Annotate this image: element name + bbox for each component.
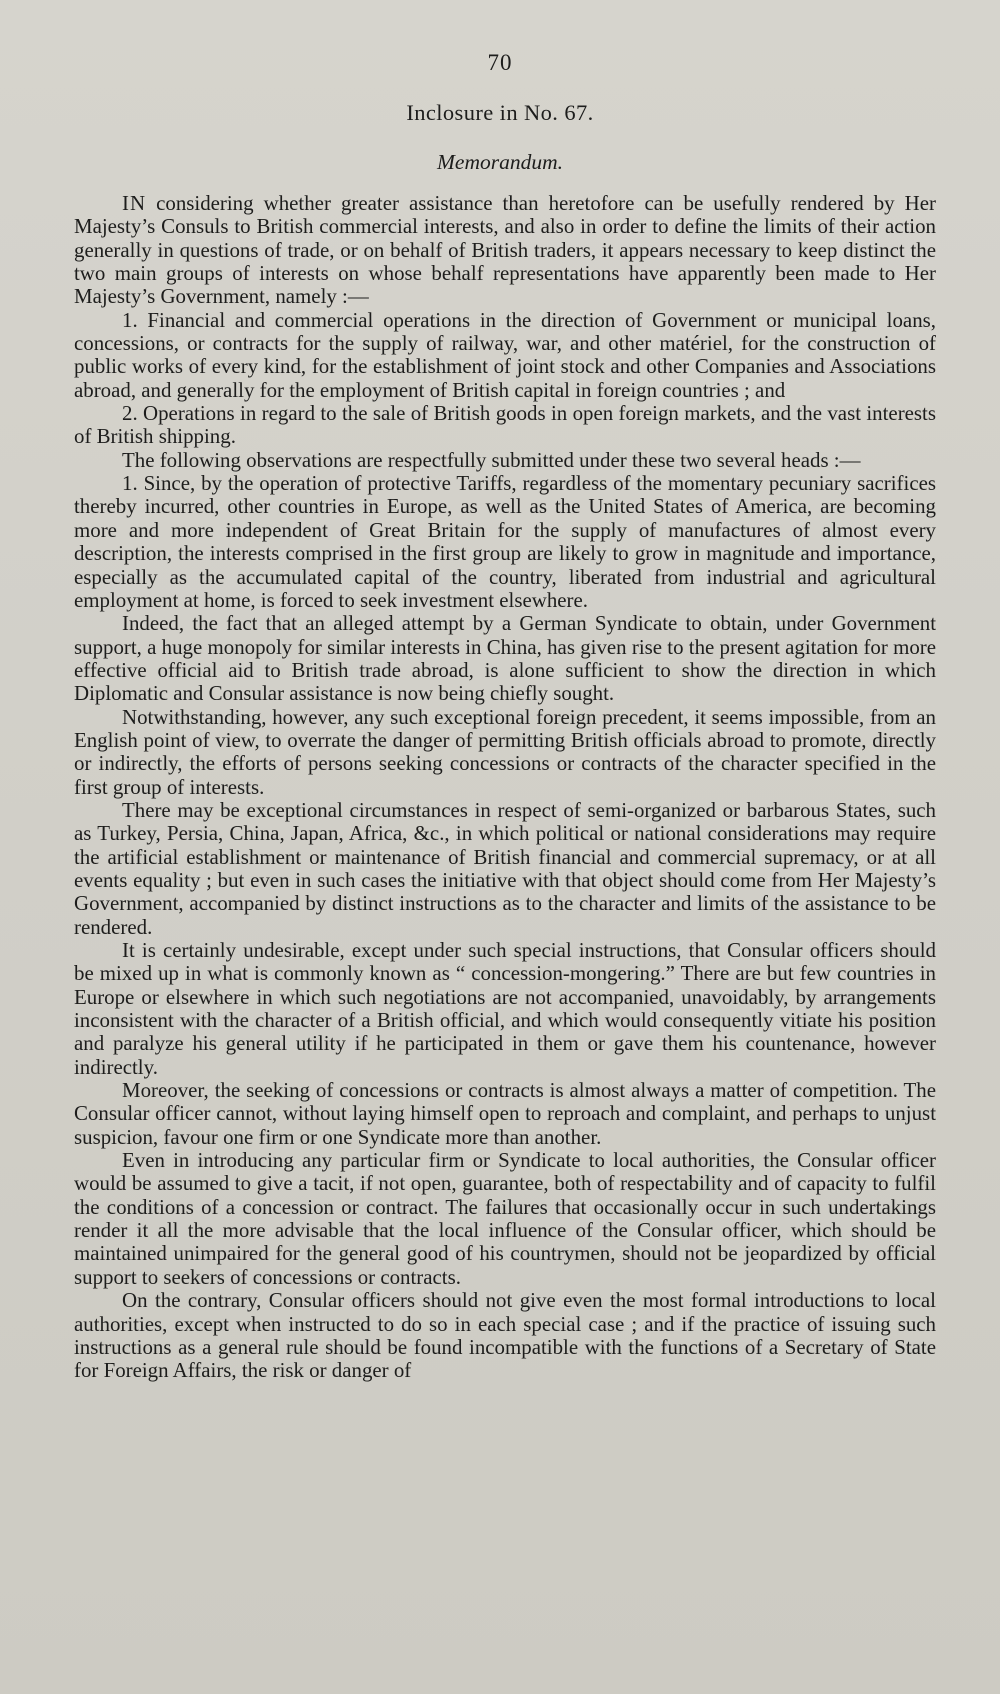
inclosure-heading: Inclosure in No. 67. (406, 100, 594, 125)
memorandum-body (74, 192, 936, 1383)
paragraph-5: 1. Since, by the operation of protective Tariffs, regardless of the momentary pecuniary sacrifices thereby incurred, other countries in Europe, as well as the United States of America, are becoming more and more independent of Great Britain for the supply of manufactures of almost every description, the interests comprised in the first group are likely to grow in magnitude and importance, especially as the accumulated capital of the country, liberated from industrial and agricultural employment at home, is forced to seek investment elsewhere. (74, 471, 936, 612)
paragraph-lead-word: IN (122, 191, 147, 215)
paragraph-8: There may be exceptional circumstances in respect of semi-organized or barbarous States, such as Turkey, Persia, China, Japan, Africa, &c., in which political or national considerations may require the artificial establishment or maintenance of British financial and commercial supremacy, or at all events equality ; but even in such cases the initiative with that object should come from Her Majesty’s Government, accompanied by distinct instructions as to the character and limits of the assistance to be rendered. (74, 797, 936, 939)
paragraph-1 (74, 192, 936, 309)
paragraph-11: Even in introducing any particular firm or Syndicate to local authorities, the Consular officer would be assumed to give a tacit, if not open, guarantee, both of respectability and of capacity to fulfil the conditions of a concession or contract. The failures that occasionally occur in such undertakings render it all the more advisable that the local influence of the Consular officer, which should be maintained unimpaired for the general good of his countrymen, should not be jeopardized by official support to seekers of concessions or contracts. (74, 1148, 936, 1289)
paragraph-10: Moreover, the seeking of concessions or contracts is almost always a matter of competition. The Consular officer cannot, without laying himself open to reproach and complaint, and perhaps to unjust suspicion, favour one firm or one Syndicate more than another. (74, 1078, 936, 1149)
page-number: 70 (487, 50, 513, 75)
paragraph-12: On the contrary, Consular officers should not give even the most formal introductions to local authorities, except when instructed to do so in each special case ; and if the practice of issuing such instructions as a general rule should be found incompatible with the functions of a Secretary of State for Foreign Affairs, the risk or danger of (74, 1288, 936, 1383)
paragraph-text: considering whether greater assistance than heretofore can be usefully rendered by Her Majesty’s Consuls to British commercial interests, and also in order to define the limits of their action generally in questions of trade, or on behalf of British traders, it appears necessary to keep distinct the two main groups of interests on whose behalf representations have apparently been made to Her Majesty’s Government, namely :— (74, 191, 936, 309)
paragraph-9: It is certainly undesirable, except under such special instructions, that Consular officers should be mixed up in what is commonly known as “ concession-mongering.” There are but few countries in Europe or elsewhere in which such negotiations are not accompanied, unavoidably, by arrangements inconsistent with the character of a British official, and which would consequently vitiate his position and paralyze his general utility if he participated in them or gave them his countenance, however indirectly. (74, 938, 936, 1079)
paragraph-6: Indeed, the fact that an alleged attempt by a German Syndicate to obtain, under Government support, a huge monopoly for similar interests in China, has given rise to the present agitation for more effective official aid to British trade abroad, is alone sufficient to show the direction in which Diplomatic and Consular assistance is now being chiefly sought. (74, 611, 936, 706)
paragraph-3: 2. Operations in regard to the sale of British goods in open foreign markets, and the vast interests of British shipping. (74, 401, 936, 449)
memorandum-subheading: Memorandum. (437, 150, 563, 174)
paragraph-4: The following observations are respectfully submitted under these two several heads :— (122, 447, 861, 472)
paragraph-2: 1. Financial and commercial operations in the direction of Government or municipal loans, concessions, or contracts for the supply of railway, war, and other matériel, for the construction of public works of every kind, for the establishment of joint stock and other Companies and Associations abroad, and generally for the employment of British capital in foreign countries ; and (74, 307, 936, 402)
paragraph-7: Notwithstanding, however, any such exceptional foreign precedent, it seems impossible, from an English point of view, to overrate the danger of permitting British officials abroad to promote, directly or indirectly, the efforts of persons seeking concessions or contracts of the character specified in the first group of interests. (74, 704, 936, 799)
